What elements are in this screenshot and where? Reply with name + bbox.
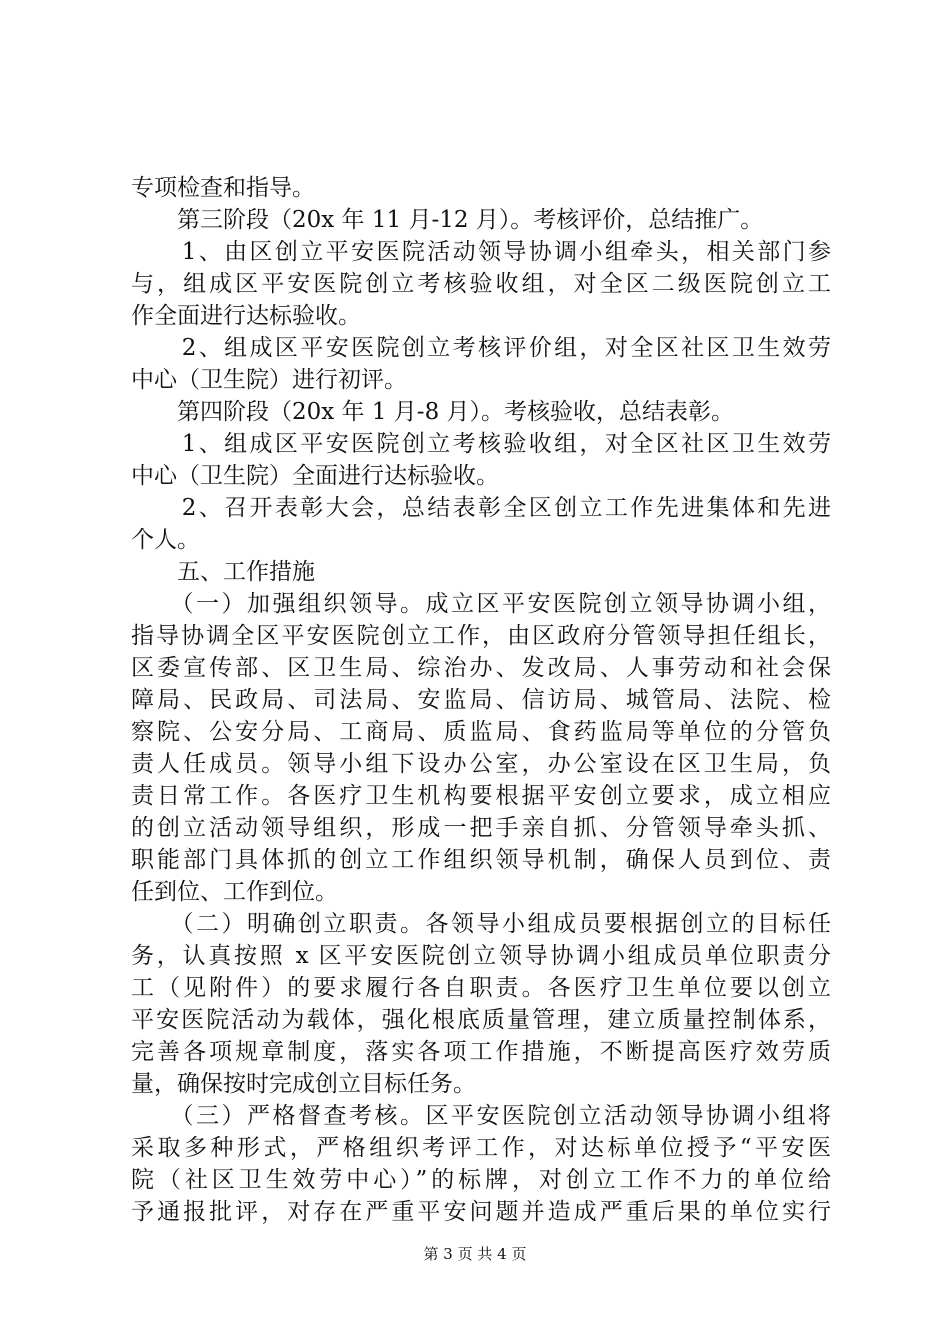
text-line: 任到位、工作到位。 (131, 879, 338, 905)
text-line: 区委宣传部、区卫生局、综治办、发改局、人事劳动和社会保 (131, 655, 831, 681)
text-line: 2、组成区平安医院创立考核评价组，对全区社区卫生效劳 (131, 335, 831, 361)
text-line: （三）严格督查考核。区平安医院创立活动领导协调小组将 (131, 1103, 831, 1129)
text-line: 中心（卫生院）进行初评。 (131, 367, 407, 393)
text-line: 院（社区卫生效劳中心）”的标牌，对创立工作不力的单位给 (131, 1167, 831, 1193)
text-line: 1、组成区平安医院创立考核验收组，对全区社区卫生效劳 (131, 431, 831, 457)
text-line: 务，认真按照 x 区平安医院创立领导协调小组成员单位职责分 (131, 943, 831, 969)
text-line: 予通报批评，对存在严重平安问题并造成严重后果的单位实行 (131, 1199, 831, 1225)
text-line: （一）加强组织领导。成立区平安医院创立领导协调小组， (131, 591, 831, 617)
text-line: 的创立活动领导组织，形成一把手亲自抓、分管领导牵头抓、 (131, 815, 831, 841)
text-line: 2、召开表彰大会，总结表彰全区创立工作先进集体和先进 (131, 495, 831, 521)
text-line: 专项检查和指导。 (131, 175, 315, 201)
section-heading: 五、工作措施 (131, 559, 315, 585)
text-line: 职能部门具体抓的创立工作组织领导机制，确保人员到位、责 (131, 847, 831, 873)
text-line: 障局、民政局、司法局、安监局、信访局、城管局、法院、检 (131, 687, 831, 713)
text-line: 完善各项规章制度，落实各项工作措施，不断提高医疗效劳质 (131, 1039, 831, 1065)
text-line: 工（见附件）的要求履行各自职责。各医疗卫生单位要以创立 (131, 975, 831, 1001)
text-line: 第四阶段（20x 年 1 月-8 月）。考核验收，总结表彰。 (131, 399, 735, 425)
text-line: 平安医院活动为载体，强化根底质量管理，建立质量控制体系， (131, 1007, 831, 1033)
page-footer: 第 3 页 共 4 页 (423, 1245, 527, 1263)
text-line: 中心（卫生院）全面进行达标验收。 (131, 463, 499, 489)
text-line: 与，组成区平安医院创立考核验收组，对全区二级医院创立工 (131, 271, 831, 297)
text-line: 个人。 (131, 527, 200, 553)
text-line: 察院、公安分局、工商局、质监局、食药监局等单位的分管负 (131, 719, 831, 745)
text-line: （二）明确创立职责。各领导小组成员要根据创立的目标任 (131, 911, 831, 937)
text-line: 作全面进行达标验收。 (131, 303, 361, 329)
text-line: 量，确保按时完成创立目标任务。 (131, 1071, 476, 1097)
text-line: 责日常工作。各医疗卫生机构要根据平安创立要求，成立相应 (131, 783, 831, 809)
text-line: 责人任成员。领导小组下设办公室，办公室设在区卫生局，负 (131, 751, 831, 777)
text-line: 第三阶段（20x 年 11 月-12 月）。考核评价，总结推广。 (131, 207, 764, 233)
text-line: 指导协调全区平安医院创立工作，由区政府分管领导担任组长， (131, 623, 831, 649)
text-line: 1、由区创立平安医院活动领导协调小组牵头，相关部门参 (131, 239, 831, 265)
text-line: 采取多种形式，严格组织考评工作，对达标单位授予“平安医 (131, 1135, 831, 1161)
